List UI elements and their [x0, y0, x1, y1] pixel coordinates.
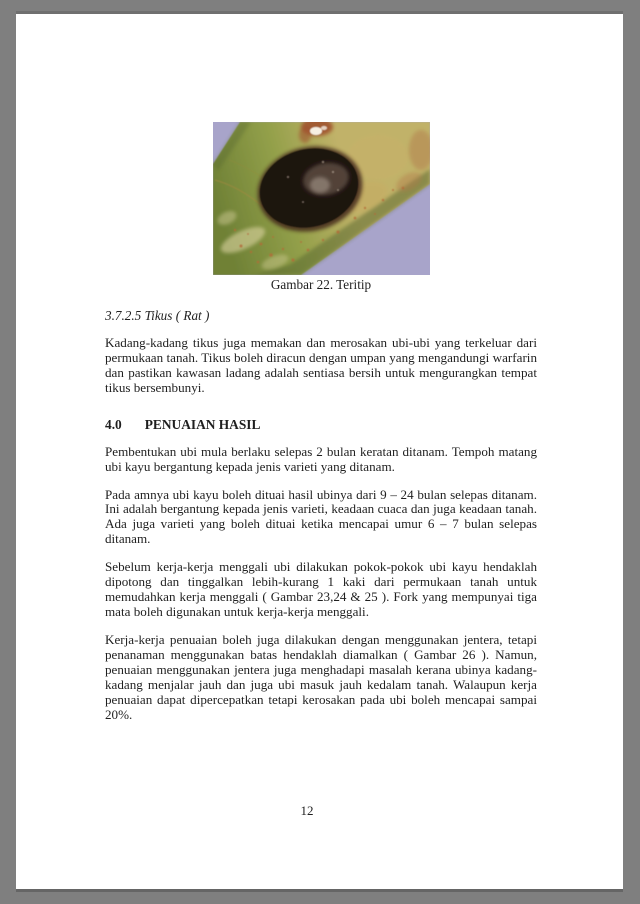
document-page — [16, 11, 623, 889]
paragraph-tikus: Kadang-kadang tikus juga memakan dan merosakan ubi-ubi yang terkeluar dari permukaan tanah. Tikus boleh diracun dengan umpan yang mengandungi warfarin dan pastikan kawasan ladang adalah sentiasa bersih untuk mengurangkan tempat tikus bersembunyi. — [105, 335, 537, 395]
paragraph-kerja-menggali: Sebelum kerja-kerja menggali ubi dilakukan pokok-pokok ubi kayu hendaklah dipotong dan tinggalkan lebih-kurang 1 kaki dari permukaan tanah untuk memudahkan kerja menggali ( Gambar 23,24 & 25 ). Fork yang mempunyai tiga mata boleh digunakan untuk kerja-kerja menggali. — [105, 559, 537, 619]
section-heading-tikus: 3.7.2.5 Tikus ( Rat ) — [105, 308, 210, 323]
page-content — [105, 14, 537, 736]
white-fleck — [310, 127, 322, 135]
section-title: PENUAIAN HASIL — [144, 416, 261, 432]
section-heading-penuaian — [105, 417, 537, 432]
figure-22 — [213, 122, 430, 292]
section-number: 4.0 — [105, 416, 122, 432]
teritip-photo — [213, 122, 430, 275]
figure-caption: Gambar 22. Teritip — [270, 277, 372, 292]
paragraph-tempoh-tuai: Pada amnya ubi kayu boleh dituai hasil ubinya dari 9 – 24 bulan selepas ditanam. Ini adalah bergantung kepada jenis varieti, keadaan cuaca dan juga keadaan tanah. Ada juga varieti yang boleh dituai ketika mencapai umur 6 – 7 bulan selepas ditanam. — [105, 486, 537, 547]
paragraph-pembentukan: Pembentukan ubi mula berlaku selepas 2 bulan keratan ditanam. Tempoh matang ubi kayu bergantung kepada jenis varieti yang ditanam. — [105, 443, 537, 474]
page-number: 12 — [300, 803, 314, 818]
paragraph-penuaian-jentera: Kerja-kerja penuaian boleh juga dilakukan dengan menggunakan jentera, tetapi penanaman menggunakan batas hendaklah diamalkan ( Gambar 26 ). Namun, penuaian menggunakan jentera juga menghadapi masalah kerana ubinya kadang-kadang menjalar jauh dan juga ubi masuk jauh kedalam tanah. Walaupun kerja penuaian dapat dipercepatkan tetapi kerosakan pada ubi boleh mencapai sampai 20%. — [105, 631, 537, 722]
